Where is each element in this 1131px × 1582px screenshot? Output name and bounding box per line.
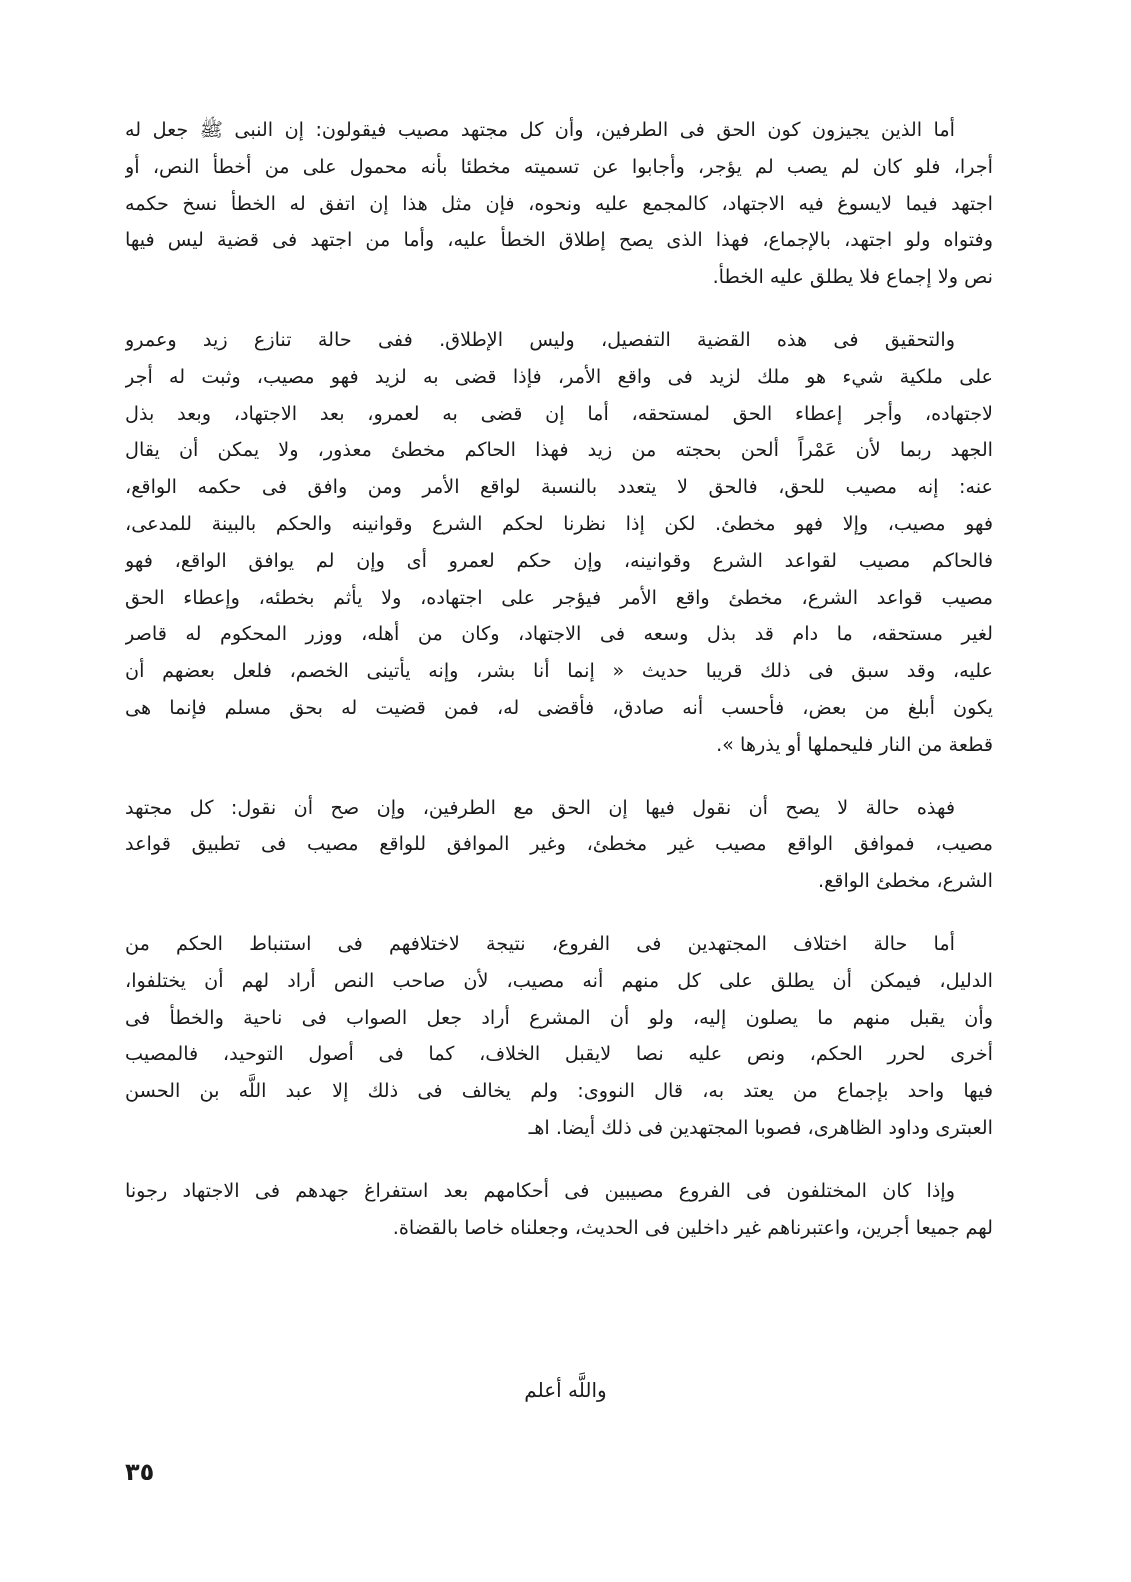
paragraph-5 xyxy=(125,1173,993,1247)
paragraph-3 xyxy=(125,790,993,900)
body-text xyxy=(125,112,993,1272)
text-line: اجتهد فيما لايسوغ فيه الاجتهاد، كالمجمع عليه ونحوه، فإن مثل هذا إن اتفق له الخطأ نسخ حكمه xyxy=(125,191,993,215)
text-line: مصيب قواعد الشرع، مخطئ واقع الأمر فيؤجر على اجتهاده، ولا يأثم بخطئه، وإعطاء الحق xyxy=(125,585,993,609)
text-line: أما حالة اختلاف المجتهدين فى الفروع، نتيجة لاختلافهم فى استنباط الحكم من xyxy=(125,931,955,955)
text-line: نص ولا إجماع فلا يطلق عليه الخطأ. xyxy=(712,265,993,289)
text-line: وفتواه ولو اجتهد، بالإجماع، فهذا الذى يصح إطلاق الخطأ عليه، وأما من اجتهد فى قضية ليس فيها xyxy=(125,228,993,252)
text-line: والتحقيق فى هذه القضية التفصيل، وليس الإطلاق. ففى حالة تنازع زيد وعمرو xyxy=(125,327,955,351)
page-number: ٣٥ xyxy=(125,1458,155,1486)
text-line: الجهد ربما لأن عَمْراً ألحن بحجته من زيد فهذا الحاكم مخطئ معذور، ولا يمكن أن يقال xyxy=(125,438,993,462)
text-line: عنه: إنه مصيب للحق، فالحق لا يتعدد بالنسبة لواقع الأمر ومن وافق فى حكمه الواقع، xyxy=(125,475,993,499)
text-line: لهم جميعا أجرين، واعتبرناهم غير داخلين فى الحديث، وجعلناه خاصا بالقضاة. xyxy=(392,1215,993,1239)
text-line: العبترى وداود الظاهرى، فصوبا المجتهدين فى ذلك أيضا. اهـ xyxy=(528,1115,993,1139)
paragraph-2 xyxy=(125,322,993,764)
text-line: فهذه حالة لا يصح أن نقول فيها إن الحق مع الطرفين، وإن صح أن نقول: كل مجتهد xyxy=(125,795,955,819)
text-line: الدليل، فيمكن أن يطلق على كل منهم أنه مصيب، لأن صاحب النص أراد لهم أن يختلفوا، xyxy=(125,968,993,992)
text-line: فيها واحد بإجماع من يعتد به، قال النووى: ولم يخالف فى ذلك إلا عبد اللَّه بن الحسن xyxy=(125,1079,993,1103)
text-line: مصيب، فموافق الواقع مصيب غير مخطئ، وغير الموافق للواقع مصيب فى تطبيق قواعد xyxy=(125,832,993,856)
text-line: على ملكية شيء هو ملك لزيد فى واقع الأمر، فإذا قضى به لزيد فهو مصيب، وثبت له أجر xyxy=(125,364,993,388)
text-line: يكون أبلغ من بعض، فأحسب أنه صادق، فأقضى له، فمن قضيت له بحق مسلم فإنما هى xyxy=(125,695,993,719)
text-line: الشرع، مخطئ الواقع. xyxy=(817,869,993,893)
paragraph-1 xyxy=(125,112,993,296)
text-line: أخرى لحرر الحكم، ونص عليه نصا لايقبل الخلاف، كما فى أصول التوحيد، فالمصيب xyxy=(125,1042,993,1066)
text-line: قطعة من النار فليحملها أو يذرها ». xyxy=(716,732,993,756)
text-line: وأن يقبل منهم ما يصلون إليه، ولو أن المشرع أراد جعل الصواب فى ناحية والخطأ فى xyxy=(125,1005,993,1029)
text-line: عليه، وقد سبق فى ذلك قريبا حديث « إنما أنا بشر، وإنه يأتينى الخصم، فلعل بعضهم أن xyxy=(125,659,993,683)
text-line: فالحاكم مصيب لقواعد الشرع وقوانينه، وإن حكم لعمرو أى وإن لم يوافق الواقع، فهو xyxy=(125,548,993,572)
closing-phrase: واللَّه أعلم xyxy=(524,1378,607,1402)
text-line: أما الذين يجيزون كون الحق فى الطرفين، وأن كل مجتهد مصيب فيقولون: إن النبى ﷺ جعل له xyxy=(125,118,955,141)
text-line: أجرا، فلو كان لم يصب لم يؤجر، وأجابوا عن تسميته مخطئا بأنه محمول على من أخطأ النص، أو xyxy=(125,154,993,178)
text-line: لغير مستحقه، ما دام قد بذل وسعه فى الاجتهاد، وكان من أهله، ووزر المحكوم له قاصر xyxy=(125,622,993,646)
text-line: لاجتهاده، وأجر إعطاء الحق لمستحقه، أما إن قضى به لعمرو، بعد الاجتهاد، وبعد بذل xyxy=(125,401,993,425)
paragraph-4 xyxy=(125,926,993,1147)
text-line: فهو مصيب، وإلا فهو مخطئ. لكن إذا نظرنا لحكم الشرع وقوانينه والحكم بالبينة للمدعى، xyxy=(125,511,993,535)
text-line: وإذا كان المختلفون فى الفروع مصيبين فى أحكامهم بعد استفراغ جهدهم فى الاجتهاد رجونا xyxy=(125,1178,955,1202)
